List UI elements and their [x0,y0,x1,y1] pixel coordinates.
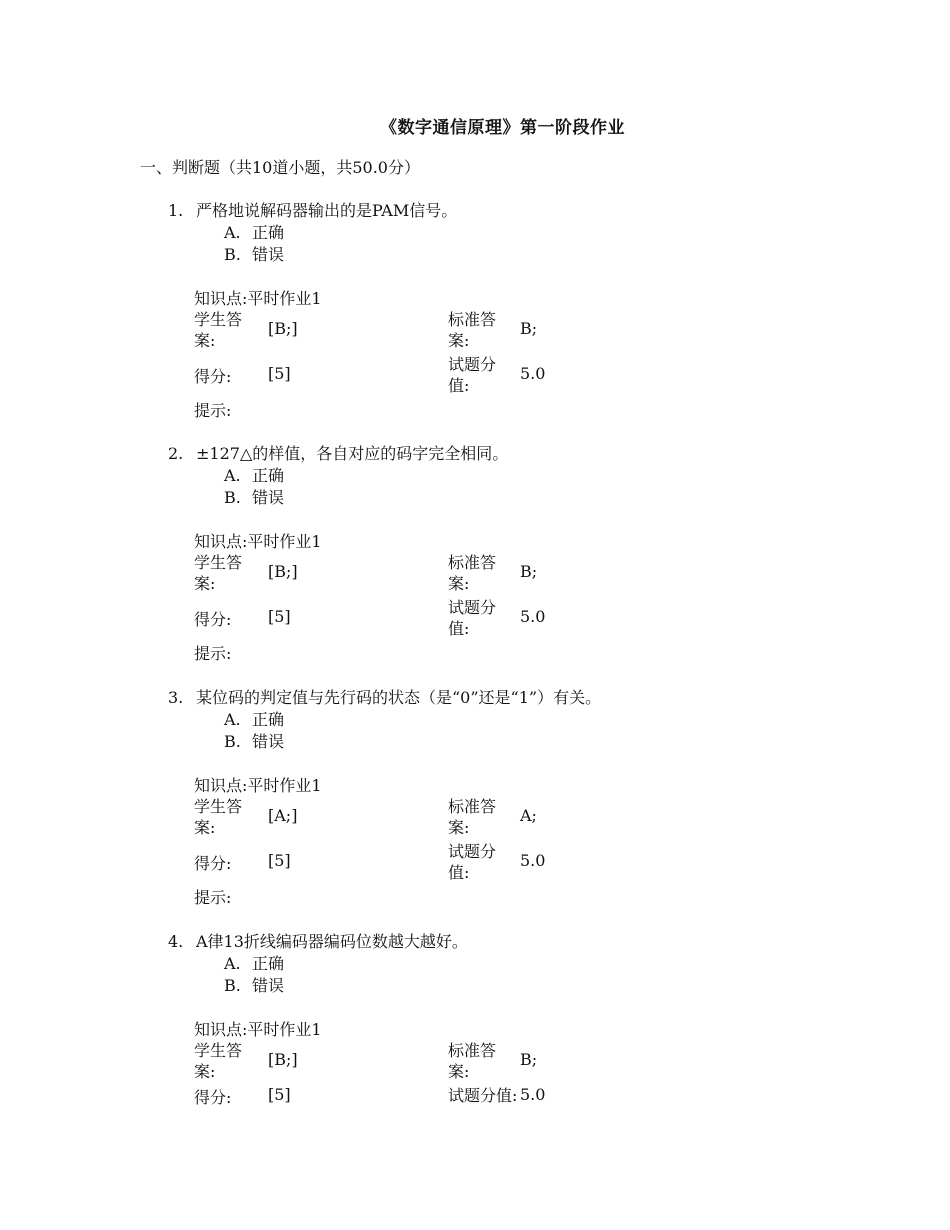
option-text: 正确 [252,710,285,729]
option-key: B. [224,732,241,751]
knowledge-value: 平时作业1 [247,1020,322,1039]
option-key: A. [224,710,241,729]
knowledge-label: 知识点: [194,532,248,551]
option-a[interactable] [224,220,284,243]
option-b[interactable] [224,973,284,996]
knowledge-point [194,773,322,796]
option-text: 正确 [252,954,285,973]
score-label: 得分: [194,610,232,629]
points-value: 5.0 [520,607,546,626]
points-label: 试题分值: [448,842,497,882]
option-key: B. [224,488,241,507]
score-value: [5] [268,607,291,626]
question-stem [168,929,468,952]
option-text: 错误 [252,488,285,507]
knowledge-point [194,529,322,552]
question-2 [0,441,950,671]
score-value: [5] [268,1085,291,1104]
standard-answer-value: A; [520,806,537,825]
knowledge-label: 知识点: [194,289,248,308]
option-b[interactable] [224,485,284,508]
hint-label: 提示: [194,401,232,420]
student-answer-label: 学生答案: [194,310,243,350]
standard-answer-value: B; [520,1050,538,1069]
option-text: 错误 [252,245,285,264]
question-stem [168,198,457,221]
question-number: 4. [168,932,184,951]
option-key: A. [224,954,241,973]
student-answer-value: [B;] [268,1050,298,1069]
question-3 [0,685,950,915]
question-stem [168,441,508,464]
points-label: 试题分值: [448,355,497,395]
student-answer-label: 学生答案: [194,797,243,837]
option-key: B. [224,976,241,995]
option-key: A. [224,223,241,242]
points-value: 5.0 [520,851,546,870]
option-a[interactable] [224,951,284,974]
question-stem [168,685,601,708]
score-label: 得分: [194,1088,232,1107]
option-b[interactable] [224,729,284,752]
standard-answer-label: 标准答案: [448,1041,497,1081]
score-value: [5] [268,364,291,383]
option-key: B. [224,245,241,264]
question-text: 严格地说解码器输出的是PAM信号。 [196,201,458,220]
student-answer-value: [B;] [268,562,298,581]
knowledge-value: 平时作业1 [247,289,322,308]
points-label: 试题分值: [448,1086,518,1105]
student-answer-label: 学生答案: [194,1041,243,1081]
standard-answer-value: B; [520,562,538,581]
hint-label: 提示: [194,888,232,907]
student-answer-label: 学生答案: [194,553,243,593]
option-text: 错误 [252,732,285,751]
section-heading: 一、判断题（共10道小题，共50.0分） [140,158,420,177]
question-text: A律13折线编码器编码位数越大越好。 [196,932,468,951]
question-number: 1. [168,201,184,220]
score-label: 得分: [194,854,232,873]
option-a[interactable] [224,707,284,730]
option-text: 错误 [252,976,285,995]
knowledge-point [194,1017,322,1040]
option-text: 正确 [252,466,285,485]
knowledge-label: 知识点: [194,1020,248,1039]
score-label: 得分: [194,367,232,386]
question-text: ±127△的样值，各自对应的码字完全相同。 [196,444,509,463]
knowledge-point [194,286,322,309]
page-title: 《数字通信原理》第一阶段作业 [380,118,625,138]
question-1 [0,198,950,428]
score-value: [5] [268,851,291,870]
question-text: 某位码的判定值与先行码的状态（是“0”还是“1”）有关。 [196,688,602,707]
standard-answer-label: 标准答案: [448,553,497,593]
option-a[interactable] [224,463,284,486]
option-text: 正确 [252,223,285,242]
points-value: 5.0 [520,364,546,383]
hint-label: 提示: [194,644,232,663]
option-b[interactable] [224,242,284,265]
standard-answer-value: B; [520,319,538,338]
standard-answer-label: 标准答案: [448,310,497,350]
knowledge-label: 知识点: [194,776,248,795]
option-key: A. [224,466,241,485]
student-answer-value: [B;] [268,319,298,338]
question-number: 2. [168,444,184,463]
question-number: 3. [168,688,184,707]
standard-answer-label: 标准答案: [448,797,497,837]
points-value: 5.0 [520,1085,546,1104]
student-answer-value: [A;] [268,806,298,825]
knowledge-value: 平时作业1 [247,532,322,551]
question-4 [0,929,950,1119]
points-label: 试题分值: [448,598,497,638]
knowledge-value: 平时作业1 [247,776,322,795]
